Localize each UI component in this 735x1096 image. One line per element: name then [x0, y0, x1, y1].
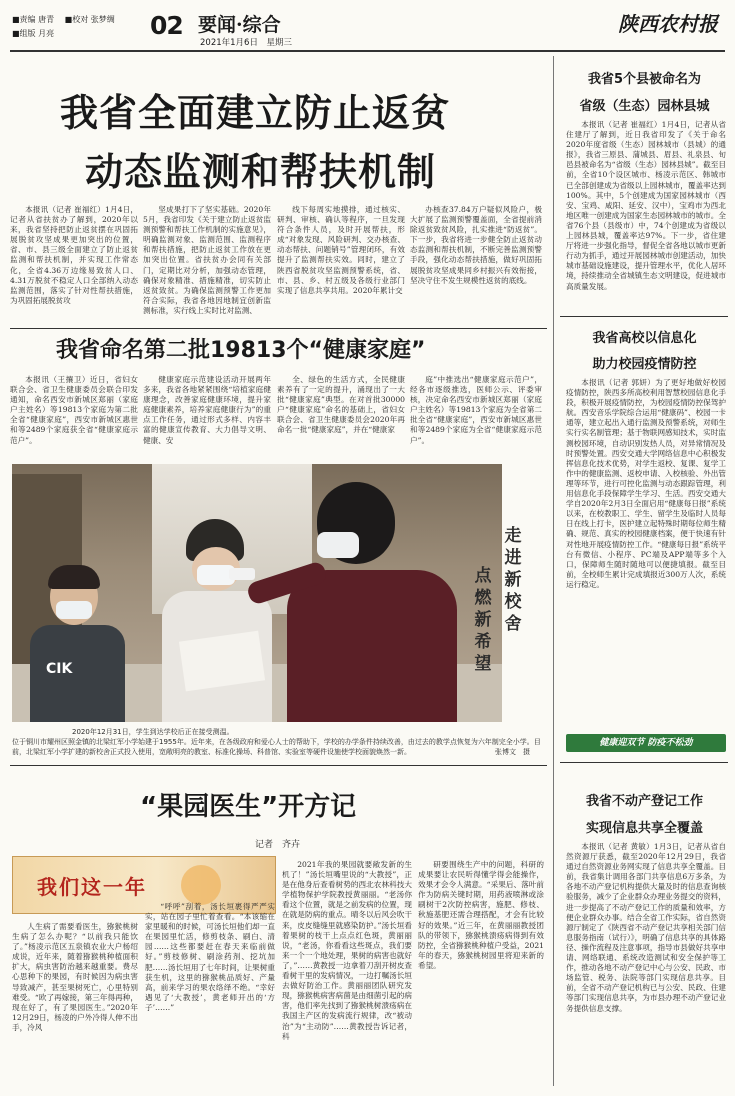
board-char: 点: [474, 566, 492, 586]
orchard-col-2: “呼呼”刮着，汤长垣裹得严严实实，站在园子里忙着查看。“本该缩在家里暖和的时候，可汤长垣他们却一直在果园里忙活，修剪枝条、刷白、清园……这些都要赶在春天来临前做好。”剪枝修树、刷涂药剂、挖坑加肥……汤长垣用了七年时间，让果树重获生机，这里的猕猴桃品质好、产量高，前来学习的果农络绎不绝。“幸好遇见了‘大教授’，黄老师开出的‘方子’……”: [145, 902, 275, 1012]
orchard-byline: 记者 齐卉: [255, 840, 301, 850]
sidebar-story-3-headline-2: 实现信息共享全覆盖: [585, 821, 703, 836]
board-char: 望: [474, 654, 492, 674]
page-number: 02: [150, 11, 183, 40]
caption-line-2: 位于铜川市耀州区照金镇的北梁红军小学始建于1955年。近年来，在各级政府和爱心人士的帮助下，学校的办学条件持续改善，由过去的教学点恢复为六年制完全小学。目前，北梁红军小学扩建的新校舍正式投入使用，宽敞明亮的教室、标准化操场、科普馆、实验室等硬件设施使学校面貌焕然一新。: [12, 738, 541, 756]
board-char: 走: [504, 526, 522, 546]
news-photo: [12, 464, 502, 722]
healthy-family-col-4: 庭”中推选出“健康家庭示范户”，经各市逐级推选，医师公示、评委审核，决定命名西安市新城区郑丽（家庭户主姓名）等19813个家庭为全省第二批全省“健康家庭”，西安市新城区惠世和等2489个家庭为全省“健康家庭示范户”。: [410, 375, 542, 445]
teacher-coat: [287, 570, 457, 722]
thermometer: [229, 568, 255, 580]
orchard-col-1: 人生病了需要看医生，猕猴桃树生病了怎么办呢？“以前我只能饮了。”杨凌示范区五泉镇农业大户杨绍成说，近年来，随着猕猴桃种植面积扩大，病虫害防治越来越重要。费尽心思种下的果园，有时候因为病虫害导致减产，甚至果树死亡，心里特别难受。“欧了再嫁接，第三年得再种，现在好了，有了果园医生。”2020年12月29日，杨凌的户外冷得人伸不出手，冷风: [12, 922, 138, 1032]
healthy-family-col-1: 本报讯（王攘卫）近日，省妇女联合会、省卫生健康委员会联合印发通知，命名西安市新城区郑丽（家庭户主姓名）等19813个家庭为第二批全省“健康家庭”，西安市新城区惠世和等2489个家庭获全省“健康家庭示范户”。: [10, 375, 138, 445]
sidebar-story-1-headline-2: 省级（生态）园林县城: [579, 99, 710, 114]
photo-child-center: [162, 519, 272, 722]
main-story-divider: [10, 328, 547, 329]
board-char: 新: [504, 570, 522, 590]
sidebar-story-3-headline-1: 我省不动产登记工作: [585, 794, 703, 809]
sidebar-story-2-body: 本报讯（记者 郭妍）为了更好地做好校园疫情防控，陕西多所高校利用智慧校园信息化手段，积极开展疫情防控，为校园疫情防控保驾护航。西安音乐学院综合运用“健康码”、校园一卡通等，建立起出入通行监测及预警系统，对师生实行实名制管理；基于物联网感知技术，实时监测校园环境，自动识别发热人员，对异常情况及时预警处置。西安交通大学网络信息中心积极发挥信息化技术优势，对学生返校、复课、复学工作中的健康监测、返校申请、入校核验、外出管理等环节，进行可控化监测与动态跟踪管理，利用信息化手段保障学生学习、生活。西安交通大学自2020年2月3日全面启用“健康每日报”系统以来，在校教职工、学生、留学生及临时人员每日在线上打卡，医护建立起特殊时期每位师生精确、规范、真实的校园健康档案，便于快速有针对性地开展疫情防控工作。“健康每日报”系统平台有微信、小程序、PC端及APP端等多个入口，保障师生随时随地可以便捷填报。截至目前，全校师生累计完成填报近300万人次，系统运行稳定。: [566, 378, 726, 589]
teacher-mask: [317, 532, 359, 558]
board-char: 希: [474, 632, 492, 652]
board-column-1: [499, 525, 527, 635]
credit-layout: ■组版 月亮: [12, 29, 55, 38]
masthead: 陕西农村报: [618, 12, 718, 36]
photo-teacher: [267, 482, 467, 722]
issue-date: 2021年1月6日 星期三: [200, 38, 292, 48]
main-story-col-3: 线下每周实地摸排，通过核实、研判、审核、确认等程序，一旦发现符合条件人员，及时开展帮扶，形成“对象发现、风险研判、交办核查、动态帮扶、问题销号”管理闭环，有效提升了监测帮扶实效。同时，建立了陕西省脱贫攻坚监测预警系统，省、市、县、乡、村五级及各级行业部门实现了信息共享共用。2020年累计交: [277, 205, 405, 295]
sidebar-story-3-body: 本报讯（记者 黄敏）1月3日，记者从省自然资源厅获悉，截至2020年12月29日，我省通过自然资源业务网实现了信息共享全覆盖。目前，我省集计调用各部门共享信息6万多条，为各地不动产登记机构提供大量及时的信息查询核验服务，减少了企业群众办理业务提交的资料，进一步提高了不动产登记工作的质量和效率，方便企业群众办事。结合全省工作实际，省自然资源厅制定了《陕西省不动产登记共享相关部门信息服务指南（试行）》，明确了信息共享的具体路径、操作流程及注意事项，指导市县做好共享申请、网络联通、系统改造测试和安全保护等工作，推动各地不动产登记中心与公安、民政、市场监管、税务、法院等部门实现信息共享。目前，全省不动产登记机构已与公安、民政、住建等部门实现信息共享，为市县办理不动产登记业务提供信息支撑。: [566, 842, 726, 1013]
healthy-family-col-2: 健康家庭示范建设活动开展两年多来，我省各地紧紧围绕“培植家庭健康理念，改善家庭健康环境，提升家庭健康素养，培养家庭健康行为”的重点工作任务，通过形式多样、内容丰富的健康宣传教育、大力倡导文明、健康、安: [143, 375, 271, 445]
board-char: 舍: [504, 614, 522, 634]
board-char: 校: [504, 592, 522, 612]
board-char: 进: [504, 548, 522, 568]
health-banner: [566, 734, 726, 752]
orchard-col-3: 2021年我的果园就要敞发新的生机了！”汤长垣嘴里说的“大教授”，正是在他身后查看树势的西北农林科技大学植物保护学院教授黄丽丽。“老汤你看这个位置，就是之前发病的位置，现在就是防病的重点。晴冬以后风会吹干来，皮皮缝缝里就感染防护。”汤长垣看着果树的枝干上点点红色斑，黄丽丽说，“老汤，你看看这些斑点，我们要来一个一个地处理，果树的病害也就好了，”……黄教授一边拿着刀刮开树皮查看树干里的发病情况，一边打嘱汤长垣去做好防治工作。黄丽丽团队研究发现，猕猴桃病害病菌是由细菌引起的病害，他们率先找到了猕猴桃树溃疡病在我国主产区的发病流行规律，改“被动治”为“主动防”……黄教授告诉记者，科: [282, 860, 412, 1041]
orchard-col-4: 研要围绕生产中的问题，科研的成果要让农民听得懂学得会能操作，效果才会令人满意。“采果后、落叶前作为防病关键时期，用药液喷淋或涂刷树干2次防控病害，施肥、修枝、秋施基肥还需合理搭配，才会有比较好的效果。”近三年，在黄丽丽教授团队的带领下，猕猴桃溃疡病得到有效防控，全省猕猴桃种植户受益，2021年的春天，猕猴桃树园里将迎来新的希望。: [418, 860, 544, 970]
sidebar-story-2-headline-2: 助力校园疫情防控: [592, 357, 697, 372]
main-headline-line-1: 我省全面建立防止返贫: [60, 91, 451, 135]
header-credits: [12, 13, 157, 41]
healthy-family-col-3: 全、绿色的生活方式，全民健康素养有了一定的提升，涌现出了一大批“健康家庭”典型。在对首批30000户“健康家庭”命名的基础上，省妇女联合会、省卫生健康委员会2020年再命名一批“健康家庭”，并在“健康家: [277, 375, 405, 435]
photo-board: [463, 525, 529, 720]
board-char: 燃: [474, 588, 492, 608]
credit-proofreader: ■校对 张梦绸: [64, 15, 115, 24]
health-banner-text: 健康迎双节 防疫不松劲: [599, 738, 693, 748]
sidebar-divider: [553, 56, 554, 1086]
section-title: 要闻·综合: [198, 14, 281, 36]
banner-sun: [181, 865, 221, 905]
main-headline-line-2: 动态监测和帮扶机制: [85, 150, 437, 194]
photo-section-divider: [10, 765, 547, 766]
healthy-family-headline: 我省命名第二批19813个“健康家庭”: [56, 338, 426, 363]
photo-caption: [12, 727, 542, 757]
photo-credit: 张博文 摄: [491, 747, 530, 757]
sidebar-rule-2: [560, 762, 728, 763]
child-left-mask: [56, 601, 92, 619]
header-rule: [10, 50, 725, 52]
child-left-jacket: [30, 625, 125, 722]
board-char: 新: [474, 610, 492, 630]
sidebar-rule-1: [560, 316, 728, 317]
photo-child-left: [30, 569, 125, 722]
board-column-2: [469, 565, 497, 675]
sidebar-story-2-headline-1: 我省高校以信息化: [592, 331, 697, 346]
caption-line-1: 2020年12月31日，学生到达学校后正在接受测温。: [72, 728, 234, 736]
child-left-hair: [48, 565, 100, 589]
sidebar-story-1-body: 本报讯（记者 崔福红）1月4日，记者从省住建厅了解到，近日我省印发了《关于命名2020年度省级（生态）园林城市（县城）的通报》，我省三原县、蒲城县、眉县、礼泉县、旬邑县被命名为“省级（生态）园林县城”。截至目前，全省10个设区城市、杨凌示范区、韩城市已全部创建成为省级以上园林城市，覆盖率达到100%。其中，5个创建成为国家园林城市（西安、宝鸡、咸阳、延安、汉中），宝鸡市为西北地区唯一创建成为国家生态园林城市的城市。全省76个县（县级市）中，74个创建成为省级以上园林县城，覆盖率达97%。下一步，省住建厅将进一步强化指导，督促全省各地以城市更新行动为抓手，通过开展园林城市创建活动，加快城市基础设施建设，提升管理水平，优化人居环境，持续推动全省城镇生态文明建设，促进城市高质量发展。: [566, 120, 726, 291]
orchard-headline: “果园医生”开方记: [140, 792, 357, 822]
credit-editor: ■责编 唐青: [12, 15, 55, 24]
main-story-col-2: 坚成果打下了坚实基础。2020年5月，我省印发《关于建立防止返贫监测预警和帮扶工作机制的实施意见》，明确监测对象、监测范围、监测程序和帮扶措施，把防止返贫工作放在更加突出位置。省扶贫办会同有关部门，定期比对分析，加强动态管理，确保对象精准、措施精准，切实防止返贫致贫。为确保监测预警工作更加符合实际，我省各地因地制宜创新监测标准，实行线上实时比对监测、: [143, 205, 271, 315]
sidebar-story-1-headline-1: 我省5个县被命名为: [587, 72, 702, 87]
main-story-col-4: 办核查37.84万户疑似风险户，极大扩展了监测预警覆盖面，全省提前消除返贫致贫风险，扎实推进“防返贫”。下一步，我省将进一步健全防止返贫动态监测和帮扶机制，不断完善监测预警手段，强化动态帮扶措施，做好巩固拓展脱贫攻坚成果同乡村振兴有效衔接，坚决守住不发生规模性返贫的底线。: [410, 205, 542, 285]
child-left-jacket-logo: CIK: [46, 661, 73, 677]
banner-title: 我们这一年: [37, 875, 147, 899]
main-story-col-1: 本报讯（记者 崔福红）1月4日，记者从省扶贫办了解到，2020年以来，我省坚持把防止返贫摆在巩固拓展脱贫攻坚成果更加突出的位置，省、市、县三级全面建立了防止返贫监测和帮扶机制，并实现工作常态化，全省4.36万边缘易致贫人口、4.31万脱贫不稳定人口全部纳入动态监测范围，落实了针对性帮扶措施，为巩固拓展脱贫攻: [10, 205, 138, 305]
